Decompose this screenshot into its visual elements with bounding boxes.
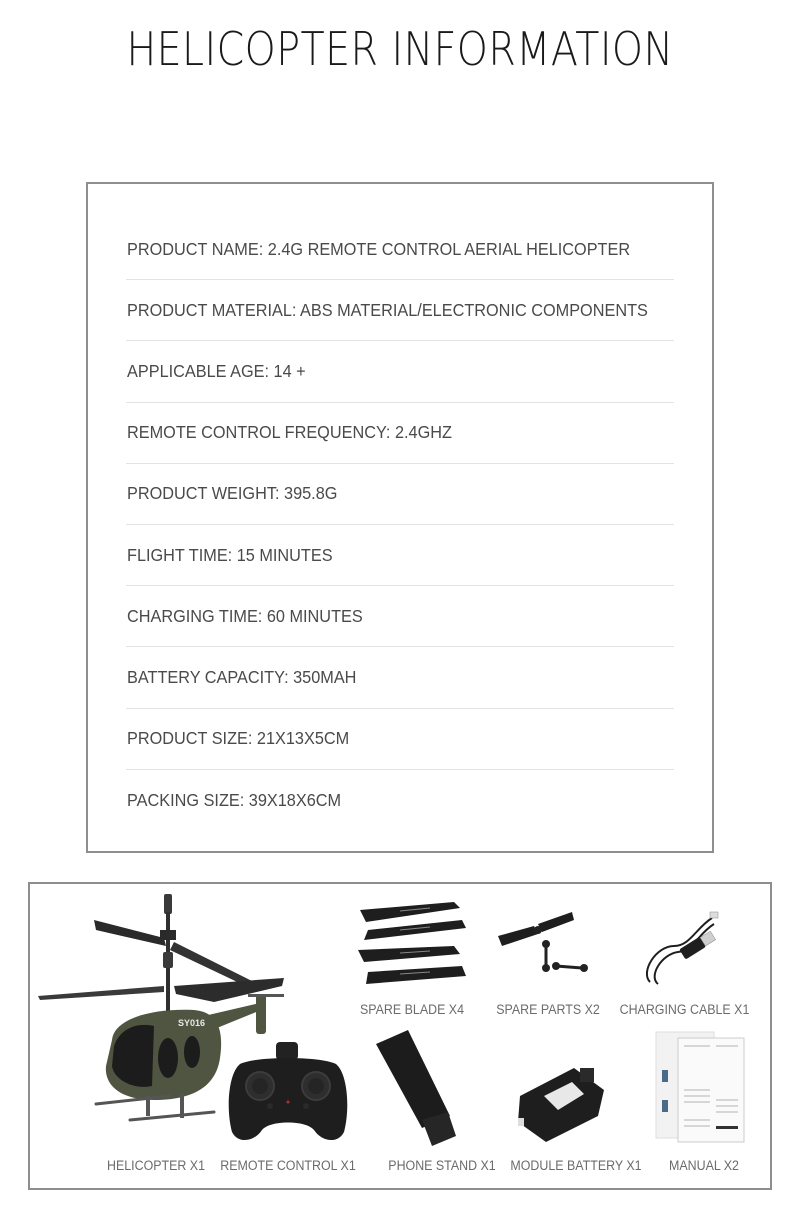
spec-row-packing-size xyxy=(126,770,674,831)
spec-text: CHARGING TIME: 60 MINUTES xyxy=(127,605,363,626)
spare-blades-image xyxy=(350,898,474,992)
accessory-label-manual: MANUAL X2 xyxy=(669,1158,739,1173)
page-title: HELICOPTER INFORMATION xyxy=(126,22,674,76)
remote-control-image xyxy=(226,1040,350,1144)
accessory-label-charging-cable: CHARGING CABLE X1 xyxy=(619,1002,750,1017)
spec-text: PRODUCT SIZE: 21X13X5CM xyxy=(127,728,350,749)
accessory-label-helicopter: HELICOPTER X1 xyxy=(106,1158,206,1173)
spec-text: PRODUCT MATERIAL: ABS MATERIAL/ELECTRONIC COMPONENTS xyxy=(127,299,648,320)
spec-text: APPLICABLE AGE: 14 + xyxy=(127,360,306,381)
spec-row-product-name xyxy=(126,219,674,280)
helicopter-model-text: SY016 xyxy=(178,1018,206,1028)
accessories-frame xyxy=(28,882,772,1190)
spec-text: PRODUCT NAME: 2.4G REMOTE CONTROL AERIAL HELICOPTER xyxy=(127,238,631,259)
spec-text: PACKING SIZE: 39X18X6CM xyxy=(127,789,342,810)
spare-parts-image xyxy=(494,908,594,978)
spec-row-applicable-age xyxy=(126,341,674,402)
spec-row-weight xyxy=(126,464,674,525)
accessory-label-phone-stand: PHONE STAND X1 xyxy=(388,1158,496,1173)
manual-image xyxy=(654,1030,746,1146)
spec-row-product-material xyxy=(126,280,674,341)
accessory-label-remote-control: REMOTE CONTROL X1 xyxy=(220,1158,356,1173)
accessory-label-module-battery: MODULE BATTERY X1 xyxy=(510,1158,642,1173)
spec-row-charging-time xyxy=(126,586,674,647)
spec-row-battery-capacity xyxy=(126,647,674,708)
accessory-label-spare-parts: SPARE PARTS X2 xyxy=(496,1002,600,1017)
spec-table-frame xyxy=(86,182,714,853)
spec-text: REMOTE CONTROL FREQUENCY: 2.4GHZ xyxy=(127,422,452,443)
spec-row-product-size xyxy=(126,709,674,770)
spec-text: BATTERY CAPACITY: 350MAH xyxy=(127,666,357,687)
spec-text: PRODUCT WEIGHT: 395.8G xyxy=(127,483,338,504)
spec-text: FLIGHT TIME: 15 MINUTES xyxy=(127,544,333,565)
usb-cable-image xyxy=(636,906,736,990)
phone-stand-image xyxy=(372,1028,462,1150)
battery-image xyxy=(514,1060,610,1144)
spec-list xyxy=(126,219,674,831)
accessory-label-spare-blade: SPARE BLADE X4 xyxy=(359,1002,465,1017)
spec-row-frequency xyxy=(126,403,674,464)
spec-row-flight-time xyxy=(126,525,674,586)
